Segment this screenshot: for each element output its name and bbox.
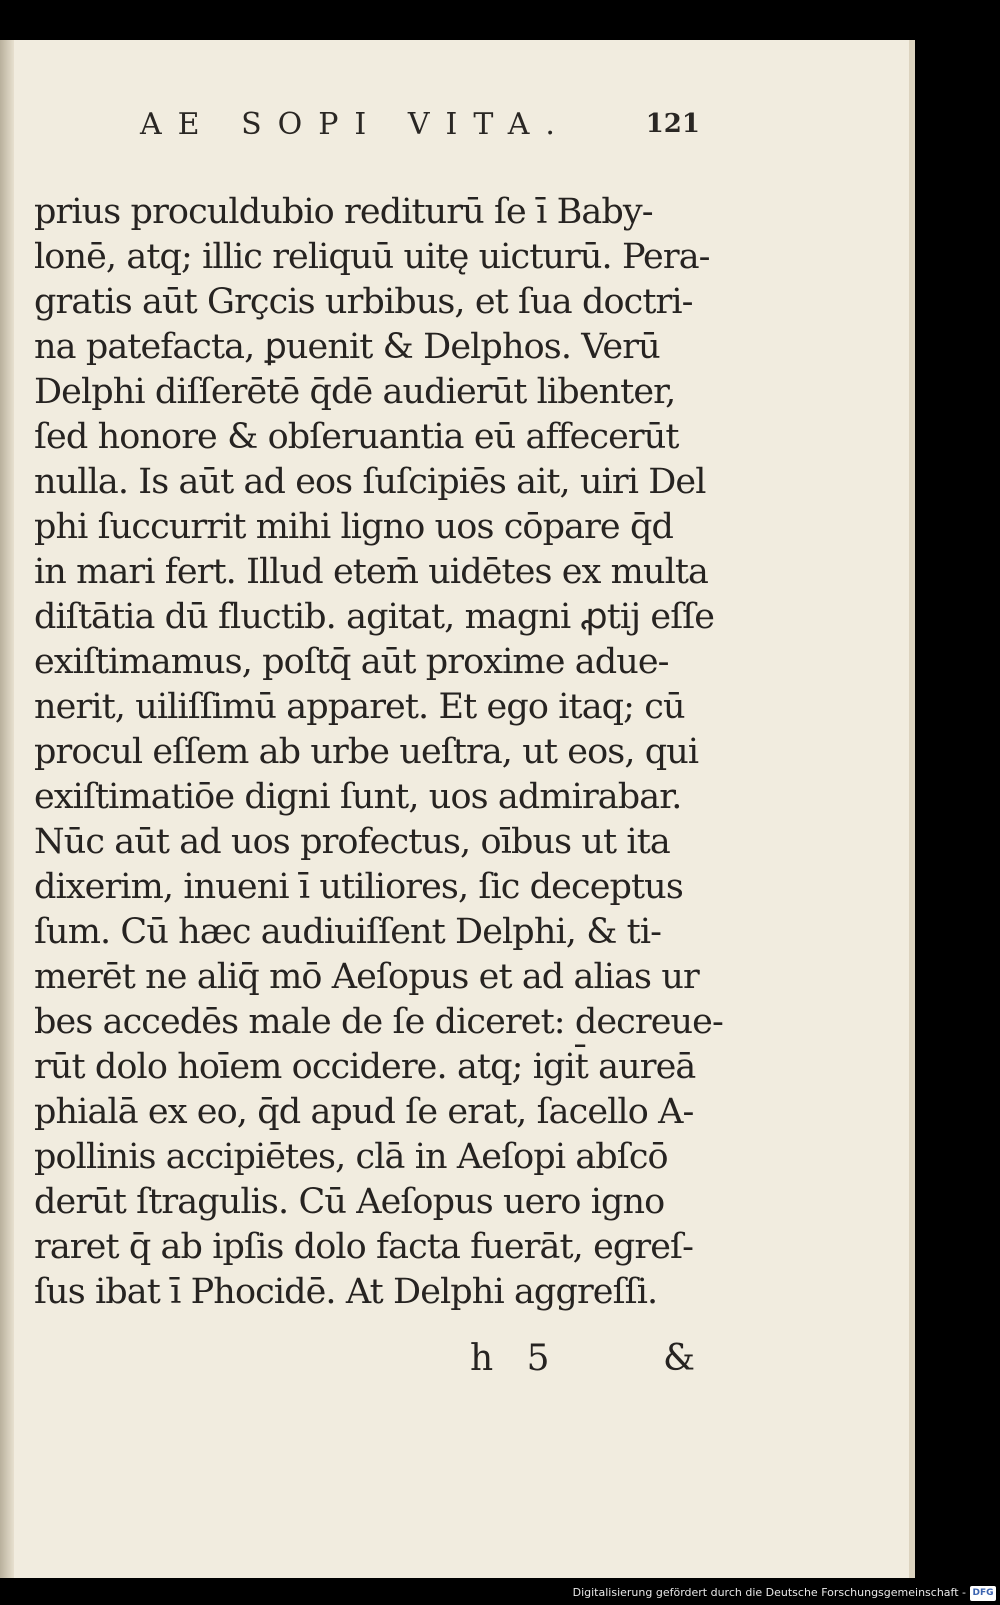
page-footer: [470, 1338, 695, 1384]
text-line: phi ſuccurrit mihi ligno uos cōpare q̄d: [34, 507, 673, 547]
signature-mark: h 5: [470, 1338, 550, 1379]
text-line: diſtātia dū fluctib. agitat, magni ꝓtij eſſe: [34, 597, 715, 637]
page-number: 121: [645, 109, 700, 139]
dfg-logo: DFG: [970, 1586, 996, 1601]
text-line: ſum. Cū hæc audiuiſſent Delphi, & ti‐: [34, 912, 662, 952]
text-line: exiſtimatiōe digni ſunt, uos admirabar.: [34, 777, 682, 817]
text-line: nulla. Is aūt ad eos ſuſcipiēs ait, uiri Del: [34, 462, 706, 502]
credit-text: Digitalisierung gefördert durch die Deutsche Forschungsgemeinschaft -: [572, 1586, 966, 1599]
text-line: dixerim, inueni ī utiliores, ſic deceptus: [34, 867, 683, 907]
text-line: merēt ne aliq̄ mō Aeſopus et ad alias ur: [34, 957, 699, 997]
text-line: procul eſſem ab urbe ueſtra, ut eos, qui: [34, 732, 699, 772]
text-line: derūt ſtragulis. Cū Aeſopus uero igno: [34, 1182, 665, 1222]
catchword: &: [662, 1338, 695, 1379]
running-title: AE SOPI VITA.: [140, 107, 571, 142]
text-line: prius proculdubio rediturū ſe ī Baby‐: [34, 192, 653, 232]
text-line: ſed honore & obſeruantia eū affecerūt: [34, 417, 679, 457]
text-line: Delphi diſſerētē q̄dē audierūt libenter,: [34, 372, 676, 412]
text-line: phialā ex eo, q̄d apud ſe erat, ſacello A‐: [34, 1092, 694, 1132]
text-line: rūt dolo hoīem occidere. atq; igit̄ aureā: [34, 1047, 696, 1087]
text-line: ſus ibat ī Phocidē. At Delphi aggreſſi.: [34, 1272, 658, 1312]
text-line: nerit, uiliſſimū apparet. Et ego itaq; cū: [34, 687, 685, 727]
text-line: exiſtimamus, poſtq̄ aūt proxime adue‐: [34, 642, 669, 682]
text-line: gratis aūt Grçcis urbibus, et ſua doctri‐: [34, 282, 693, 322]
credit-bar: [0, 1583, 1000, 1605]
text-line: Nūc aūt ad uos profectus, oībus ut ita: [34, 822, 670, 862]
book-page: [0, 40, 915, 1578]
text-line: raret q̄ ab ipſis dolo facta fuerāt, egreſ‐: [34, 1227, 694, 1267]
text-line: na patefacta, ꝑuenit & Delphos. Verū: [34, 327, 660, 367]
body-text: [34, 190, 723, 1315]
text-line: pollinis accipiētes, clā in Aeſopi abſcō: [34, 1137, 668, 1177]
page-header: [140, 107, 700, 151]
page-gutter-shadow: [0, 40, 14, 1578]
text-line: bes accedēs male de ſe diceret: decreue‐: [34, 1002, 723, 1042]
text-line: in mari fert. Illud etem̄ uidētes ex multa: [34, 552, 709, 592]
text-line: lonē, atq; illic reliquū uitę uicturū. Pera‐: [34, 237, 710, 277]
